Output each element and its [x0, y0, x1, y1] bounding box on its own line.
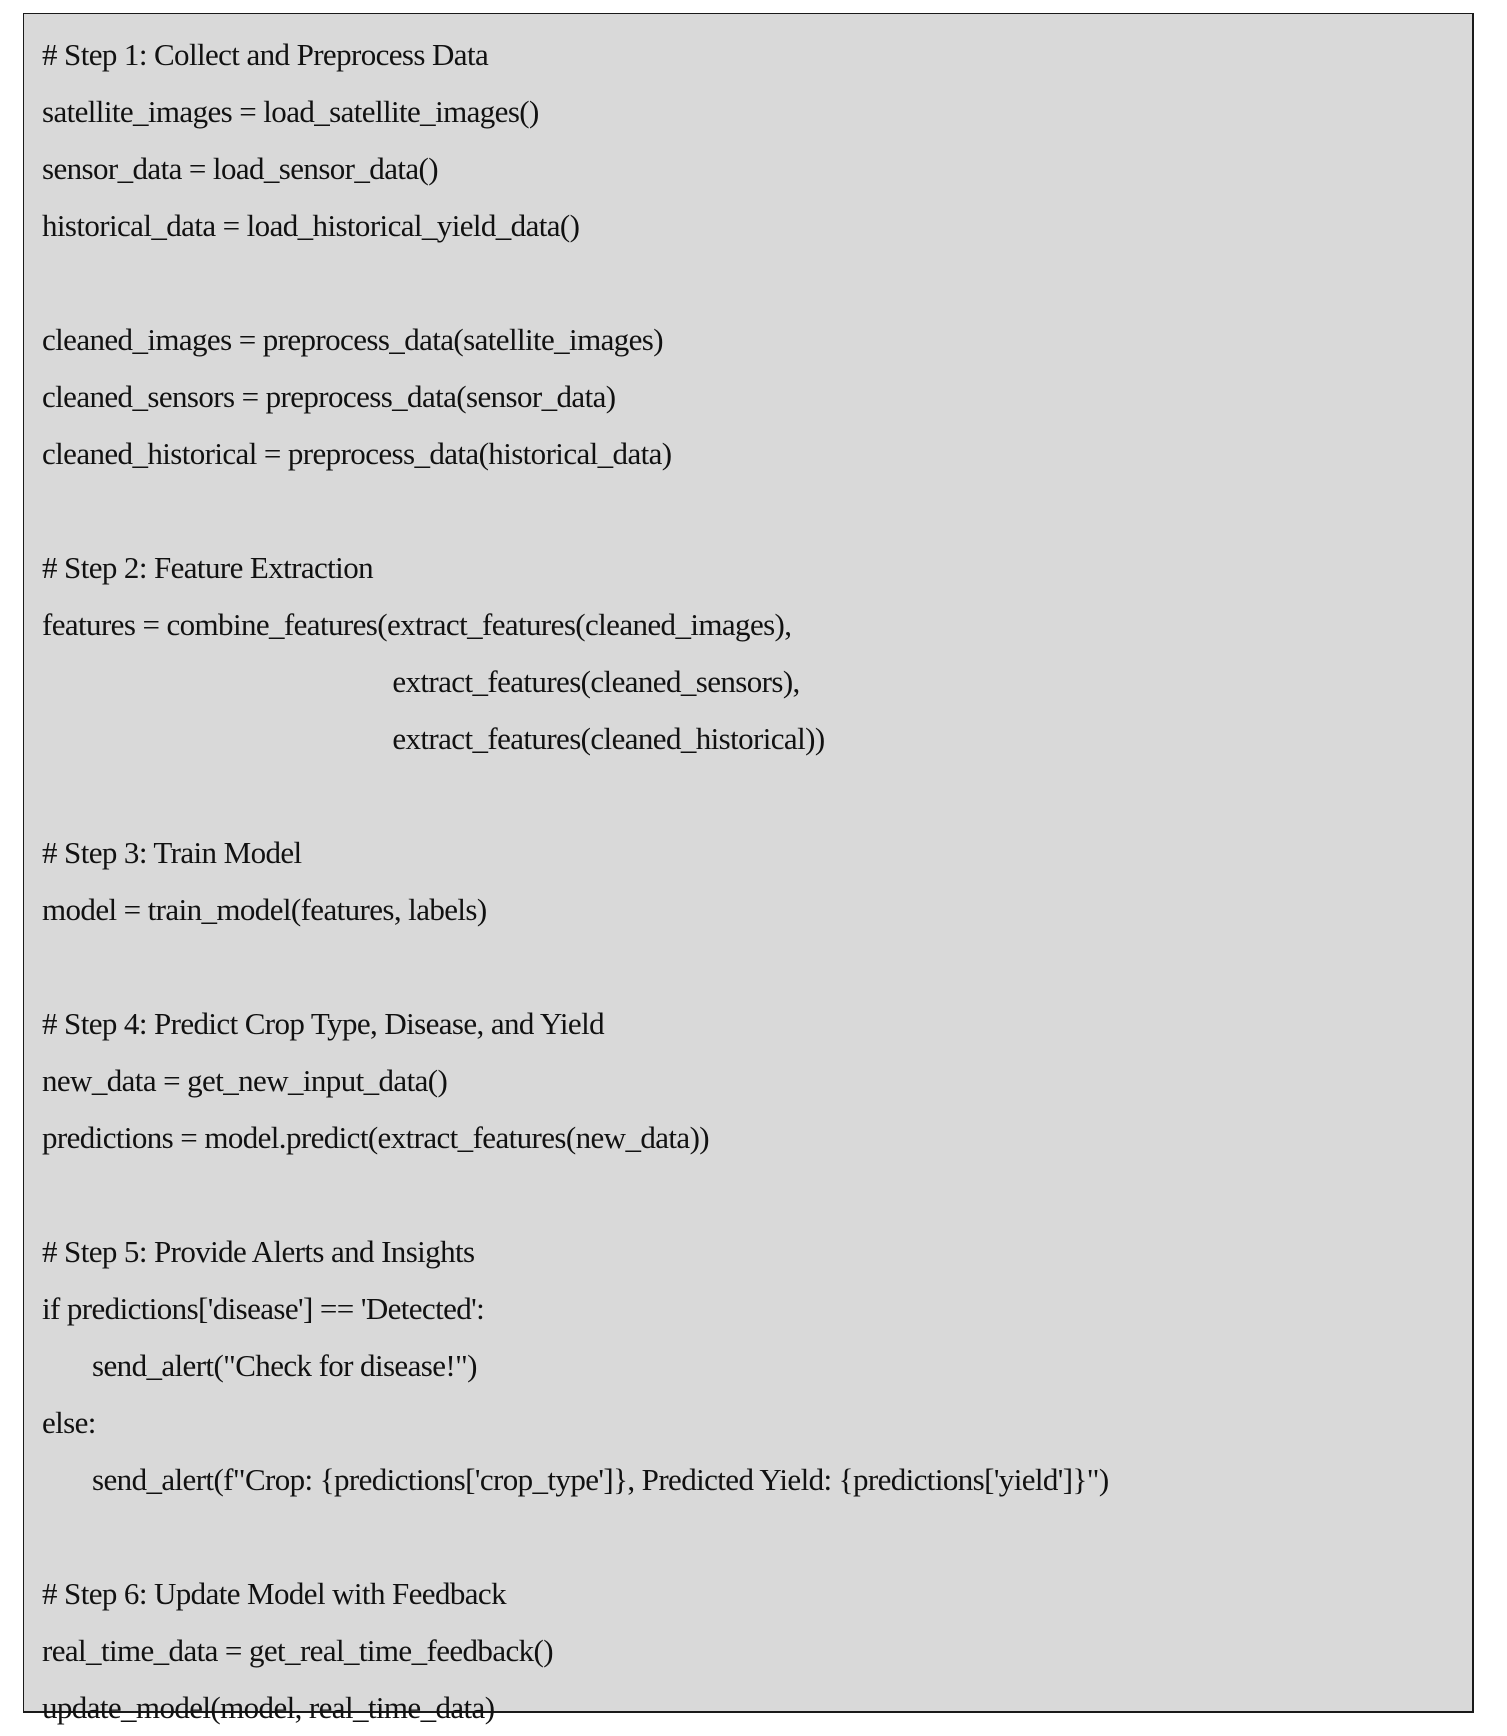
blank-line — [42, 482, 1109, 539]
code-line: else: — [42, 1405, 96, 1440]
code-comment-step-6: # Step 6: Update Model with Feedback — [42, 1576, 506, 1611]
code-line: if predictions['disease'] == 'Detected': — [42, 1291, 485, 1326]
code-line: historical_data = load_historical_yield_data() — [42, 208, 580, 243]
code-line: real_time_data = get_real_time_feedback() — [42, 1633, 553, 1668]
code-line: predictions = model.predict(extract_features(new_data)) — [42, 1120, 710, 1155]
code-line: cleaned_images = preprocess_data(satellite_images) — [42, 322, 663, 357]
code-line: cleaned_historical = preprocess_data(historical_data) — [42, 436, 672, 471]
code-comment-step-2: # Step 2: Feature Extraction — [42, 550, 373, 585]
code-line: extract_features(cleaned_historical)) — [42, 721, 825, 756]
code-comment-step-3: # Step 3: Train Model — [42, 835, 302, 870]
code-line: new_data = get_new_input_data() — [42, 1063, 448, 1098]
blank-line — [42, 1166, 1109, 1223]
code-line: satellite_images = load_satellite_images() — [42, 94, 539, 129]
code-comment-step-4: # Step 4: Predict Crop Type, Disease, and Yield — [42, 1006, 604, 1041]
code-lines — [42, 26, 1109, 1736]
code-comment-step-1: # Step 1: Collect and Preprocess Data — [42, 37, 489, 72]
code-line: features = combine_features(extract_features(cleaned_images), — [42, 607, 792, 642]
code-line: model = train_model(features, labels) — [42, 892, 487, 927]
blank-line — [42, 254, 1109, 311]
code-line: update_model(model, real_time_data) — [42, 1690, 495, 1725]
code-line: sensor_data = load_sensor_data() — [42, 151, 438, 186]
blank-line — [42, 938, 1109, 995]
code-comment-step-5: # Step 5: Provide Alerts and Insights — [42, 1234, 475, 1269]
blank-line — [42, 1508, 1109, 1565]
code-line: cleaned_sensors = preprocess_data(sensor_data) — [42, 379, 616, 414]
code-line: send_alert("Check for disease!") — [42, 1348, 477, 1383]
code-line: send_alert(f"Crop: {predictions['crop_type']}, Predicted Yield: {predictions['yield']}") — [42, 1462, 1109, 1497]
blank-line — [42, 767, 1109, 824]
code-block — [23, 13, 1474, 1725]
code-line: extract_features(cleaned_sensors), — [42, 664, 800, 699]
